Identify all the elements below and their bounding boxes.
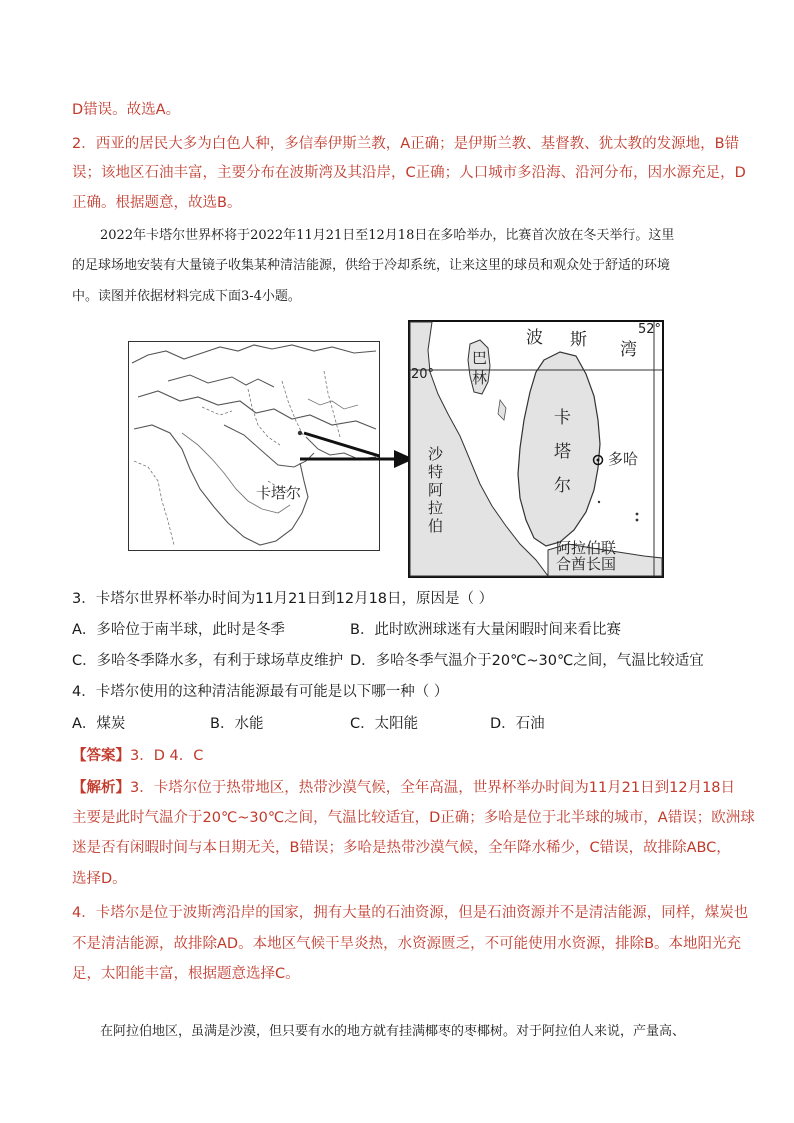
middle-east-map-drawing <box>128 341 380 551</box>
analysis-line-2: 主要是此时气温介于20℃~30℃之间，气温比较适宜，D正确；多哈是位于北半球的城市，A错误；欧洲球 <box>72 810 755 826</box>
prev-answer-line-3: 误；该地区石油丰富，主要分布在波斯湾及其沿岸，C正确；人口城市多沿海、沿河分布，因水源充足，D <box>72 165 746 181</box>
answer-text: 3．D 4．C <box>130 748 204 764</box>
qatar-map <box>408 320 664 578</box>
material-line-2: 的足球场地安装有大量镜子收集某种清洁能源，供给于冷却系统，让来这里的球员和观众处于舒适的环境 <box>72 258 671 273</box>
map-uae-label-2: 合酋长国 <box>556 555 617 573</box>
map-longitude-label: 52° <box>638 322 662 337</box>
material-line-1: 2022年卡塔尔世界杯将于2022年11月21日至12月18日在多哈举办，比赛首次放在冬天举行。这里 <box>100 228 675 243</box>
question-3-option-b: B．此时欧洲球迷有大量闲暇时间来看比赛 <box>350 622 621 638</box>
analysis-text-1: 3．卡塔尔位于热带地区，热带沙漠气候，全年高温，世界杯举办时间为11月21日到12月18日 <box>130 780 736 796</box>
map-saudi-label-2: 特 <box>428 463 444 481</box>
analysis-line-1 <box>72 778 735 798</box>
map-qatar-label-1: 卡 <box>554 408 571 428</box>
map-bahrain-label-1: 巴 <box>472 349 488 367</box>
map-bahrain-label-2: 林 <box>472 369 488 387</box>
question-3-option-a: A．多哈位于南半球，此时是冬季 <box>72 622 285 638</box>
question-4-option-b: B．水能 <box>210 716 264 732</box>
prev-answer-line-4: 正确。根据题意，故选B。 <box>72 195 242 211</box>
map-left-qatar-label: 卡塔尔 <box>256 484 302 502</box>
map-gulf-label-3: 湾 <box>620 340 637 360</box>
map-qatar-label-3: 尔 <box>554 476 571 496</box>
analysis-line-4: 选择D。 <box>72 871 127 887</box>
question-4-option-a: A．煤炭 <box>72 716 126 732</box>
prev-answer-line-2: 2．西亚的居民大多为白色人种，多信奉伊斯兰教，A正确；是伊斯兰教、基督教、犹太教的发源地，B错 <box>72 136 740 152</box>
map-latitude-label: 20° <box>411 367 435 382</box>
map-saudi-label-5: 伯 <box>428 517 444 535</box>
question-4-stem: 4．卡塔尔使用的这种清洁能源最有可能是以下哪一种（ ） <box>72 684 449 700</box>
map-saudi-label-1: 沙 <box>428 445 444 463</box>
map-gulf-label-2: 斯 <box>570 330 587 350</box>
map-saudi-label-3: 阿 <box>428 481 444 499</box>
question-3-option-c: C．多哈冬季降水多，有利于球场草皮维护 <box>72 653 344 669</box>
map-saudi-label-4: 拉 <box>428 499 444 517</box>
analysis-line-3: 迷是否有闲暇时间与本日期无关，B错误；多哈是热带沙漠气候，全年降水稀少，C错误，故排除ABC， <box>72 840 731 856</box>
material-line-3: 中。读图并依据材料完成下面3-4小题。 <box>72 289 301 304</box>
analysis-line-5: 4．卡塔尔是位于波斯湾沿岸的国家，拥有大量的石油资源，但是石油资源并不是清洁能源，同样，煤炭也 <box>72 905 749 921</box>
map-qatar-label-2: 塔 <box>554 442 571 462</box>
question-4-option-c: C．太阳能 <box>350 716 419 732</box>
analysis-line-7: 足，太阳能丰富，根据题意选择C。 <box>72 966 300 982</box>
map-gulf-label-1: 波 <box>526 328 543 348</box>
map-uae-label-1: 阿拉伯联 <box>556 539 617 557</box>
middle-east-map <box>128 341 380 551</box>
answer-line <box>72 746 203 766</box>
analysis-tag: 【解析】 <box>72 780 130 796</box>
analysis-line-6: 不是清洁能源，故排除AD。本地区气候干旱炎热，水资源匮乏，不可能使用水资源，排除B。本地阳光充 <box>72 936 742 952</box>
question-3-option-d: D．多哈冬季气温介于20℃~30℃之间，气温比较适宜 <box>350 653 704 669</box>
prev-answer-line-1: D错误。故选A。 <box>72 102 181 118</box>
question-3-stem: 3．卡塔尔世界杯举办时间为11月21日到12月18日，原因是（ ） <box>72 591 494 607</box>
map-link-arrow <box>300 447 416 471</box>
answer-tag: 【答案】 <box>72 748 130 764</box>
question-4-option-d: D．石油 <box>490 716 545 732</box>
map-doha-label: 多哈 <box>608 450 639 468</box>
next-material-line-1: 在阿拉伯地区，虽满是沙漠，但只要有水的地方就有挂满椰枣的枣椰树。对于阿拉伯人来说，产量高、 <box>100 1024 686 1039</box>
